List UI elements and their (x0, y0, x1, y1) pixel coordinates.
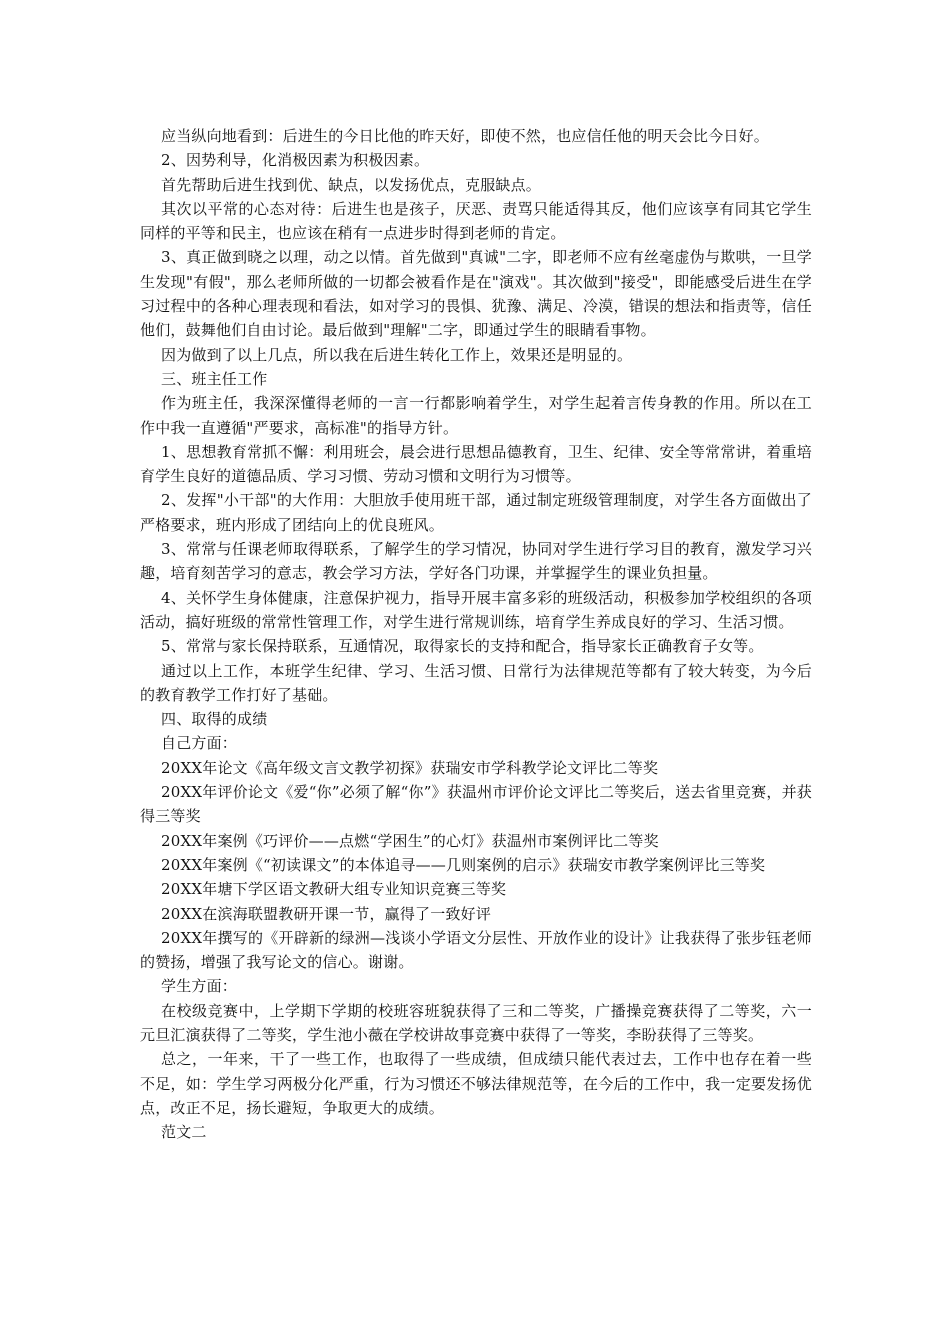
paragraph: 在校级竞赛中，上学期下学期的校班容班貌获得了三和二等奖，广播操竞赛获得了二等奖，六一元旦汇演获得了二等奖，学生池小薇在学校讲故事竞赛中获得了一等奖，李盼获得了三等奖。 (140, 1001, 812, 1044)
achievement-item: 20XX年论文《高年级文言文教学初探》获瑞安市学科教学论文评比二等奖 (161, 758, 659, 777)
document-body (140, 124, 812, 1144)
achievement-item: 20XX年塘下学区语文教研大组专业知识竞赛三等奖 (161, 880, 507, 899)
paragraph: 4、关怀学生身体健康，注意保护视力，指导开展丰富多彩的班级活动，积极参加学校组织的各项活动，搞好班级的常常性管理工作，对学生进行常规训练，培育学生养成良好的学习、生活习惯。 (140, 588, 812, 631)
paragraph: 1、思想教育常抓不懈：利用班会，晨会进行思想品德教育，卫生、纪律、安全等常常讲，着重培育学生良好的道德品质、学习习惯、劳动习惯和文明行为习惯等。 (140, 442, 812, 486)
paragraph: 总之，一年来，干了一些工作，也取得了一些成绩，但成绩只能代表过去，工作中也存在着一些不足，如：学生学习两极分化严重，行为习惯还不够法律规范等，在今后的工作中，我一定要发扬优点，改正不足，扬长避短，争取更大的成绩。 (140, 1050, 812, 1117)
subsection-label: 自己方面： (161, 734, 238, 753)
achievement-item: 20XX年案例《巧评价——点燃“学困生”的心灯》获温州市案例评比二等奖 (161, 831, 659, 850)
paragraph: 2、因势利导，化消极因素为积极因素。 (161, 151, 430, 170)
achievement-item: 20XX年撰写的《开辟新的绿洲—浅谈小学语文分层性、开放作业的设计》让我获得了张步钰老师的赞扬，增强了我写论文的信心。谢谢。 (140, 928, 812, 972)
paragraph: 其次以平常的心态对待：后进生也是孩子，厌恶、责骂只能适得其反，他们应该享有同其它学生同样的平等和民主，也应该在稍有一点进步时得到老师的肯定。 (140, 199, 812, 243)
section-heading: 范文二 (161, 1123, 207, 1142)
paragraph: 作为班主任，我深深懂得老师的一言一行都影响着学生，对学生起着言传身教的作用。所以在工作中我一直遵循"严要求，高标准"的指导方针。 (140, 394, 812, 437)
paragraph: 2、发挥"小干部"的大作用：大胆放手使用班干部，通过制定班级管理制度，对学生各方面做出了严格要求，班内形成了团结向上的优良班风。 (140, 491, 812, 534)
achievement-item: 20XX年案例《“初读课文”的本体追寻——几则案例的启示》获瑞安市教学案例评比三等奖 (161, 855, 766, 874)
achievement-item: 20XX在滨海联盟教研开课一节，赢得了一致好评 (161, 904, 492, 923)
paragraph: 因为做到了以上几点，所以我在后进生转化工作上，效果还是明显的。 (161, 345, 633, 364)
paragraph: 5、常常与家长保持联系，互通情况，取得家长的支持和配合，指导家长正确教育子女等。 (161, 637, 764, 656)
subsection-label: 学生方面： (161, 977, 238, 996)
paragraph: 首先帮助后进生找到优、缺点，以发扬优点，克服缺点。 (161, 175, 542, 194)
paragraph: 3、真正做到晓之以理，动之以情。首先做到"真诚"二字，即老师不应有丝毫虚伪与欺哄，一旦学生发现"有假"，那么老师所做的一切都会被看作是在"演戏"。其次做到"接受"，即能感受后进生在学习过程中的各种心理表现和看法，如对学习的畏惧、犹豫、满足、冷漠，错误的想法和指责等，信任他们，鼓舞他们自由讨论。最后做到"理解"二字，即通过学生的眼睛看事物。 (140, 248, 812, 340)
section-heading: 四、取得的成绩 (161, 710, 268, 729)
achievement-item: 20XX年评价论文《爱“你”必须了解“你”》获温州市评价论文评比二等奖后，送去省里竞赛，并获得三等奖 (140, 783, 812, 826)
paragraph: 3、常常与任课老师取得联系，了解学生的学习情况，协同对学生进行学习目的教育，激发学习兴趣，培育刻苦学习的意志，教会学习方法，学好各门功课，并掌握学生的课业负担量。 (140, 540, 812, 583)
paragraph: 应当纵向地看到：后进生的今日比他的昨天好，即使不然，也应信任他的明天会比今日好。 (161, 127, 770, 145)
section-heading: 三、班主任工作 (161, 369, 268, 388)
paragraph: 通过以上工作，本班学生纪律、学习、生活习惯、日常行为法律规范等都有了较大转变，为今后的教育教学工作打好了基础。 (140, 661, 812, 704)
